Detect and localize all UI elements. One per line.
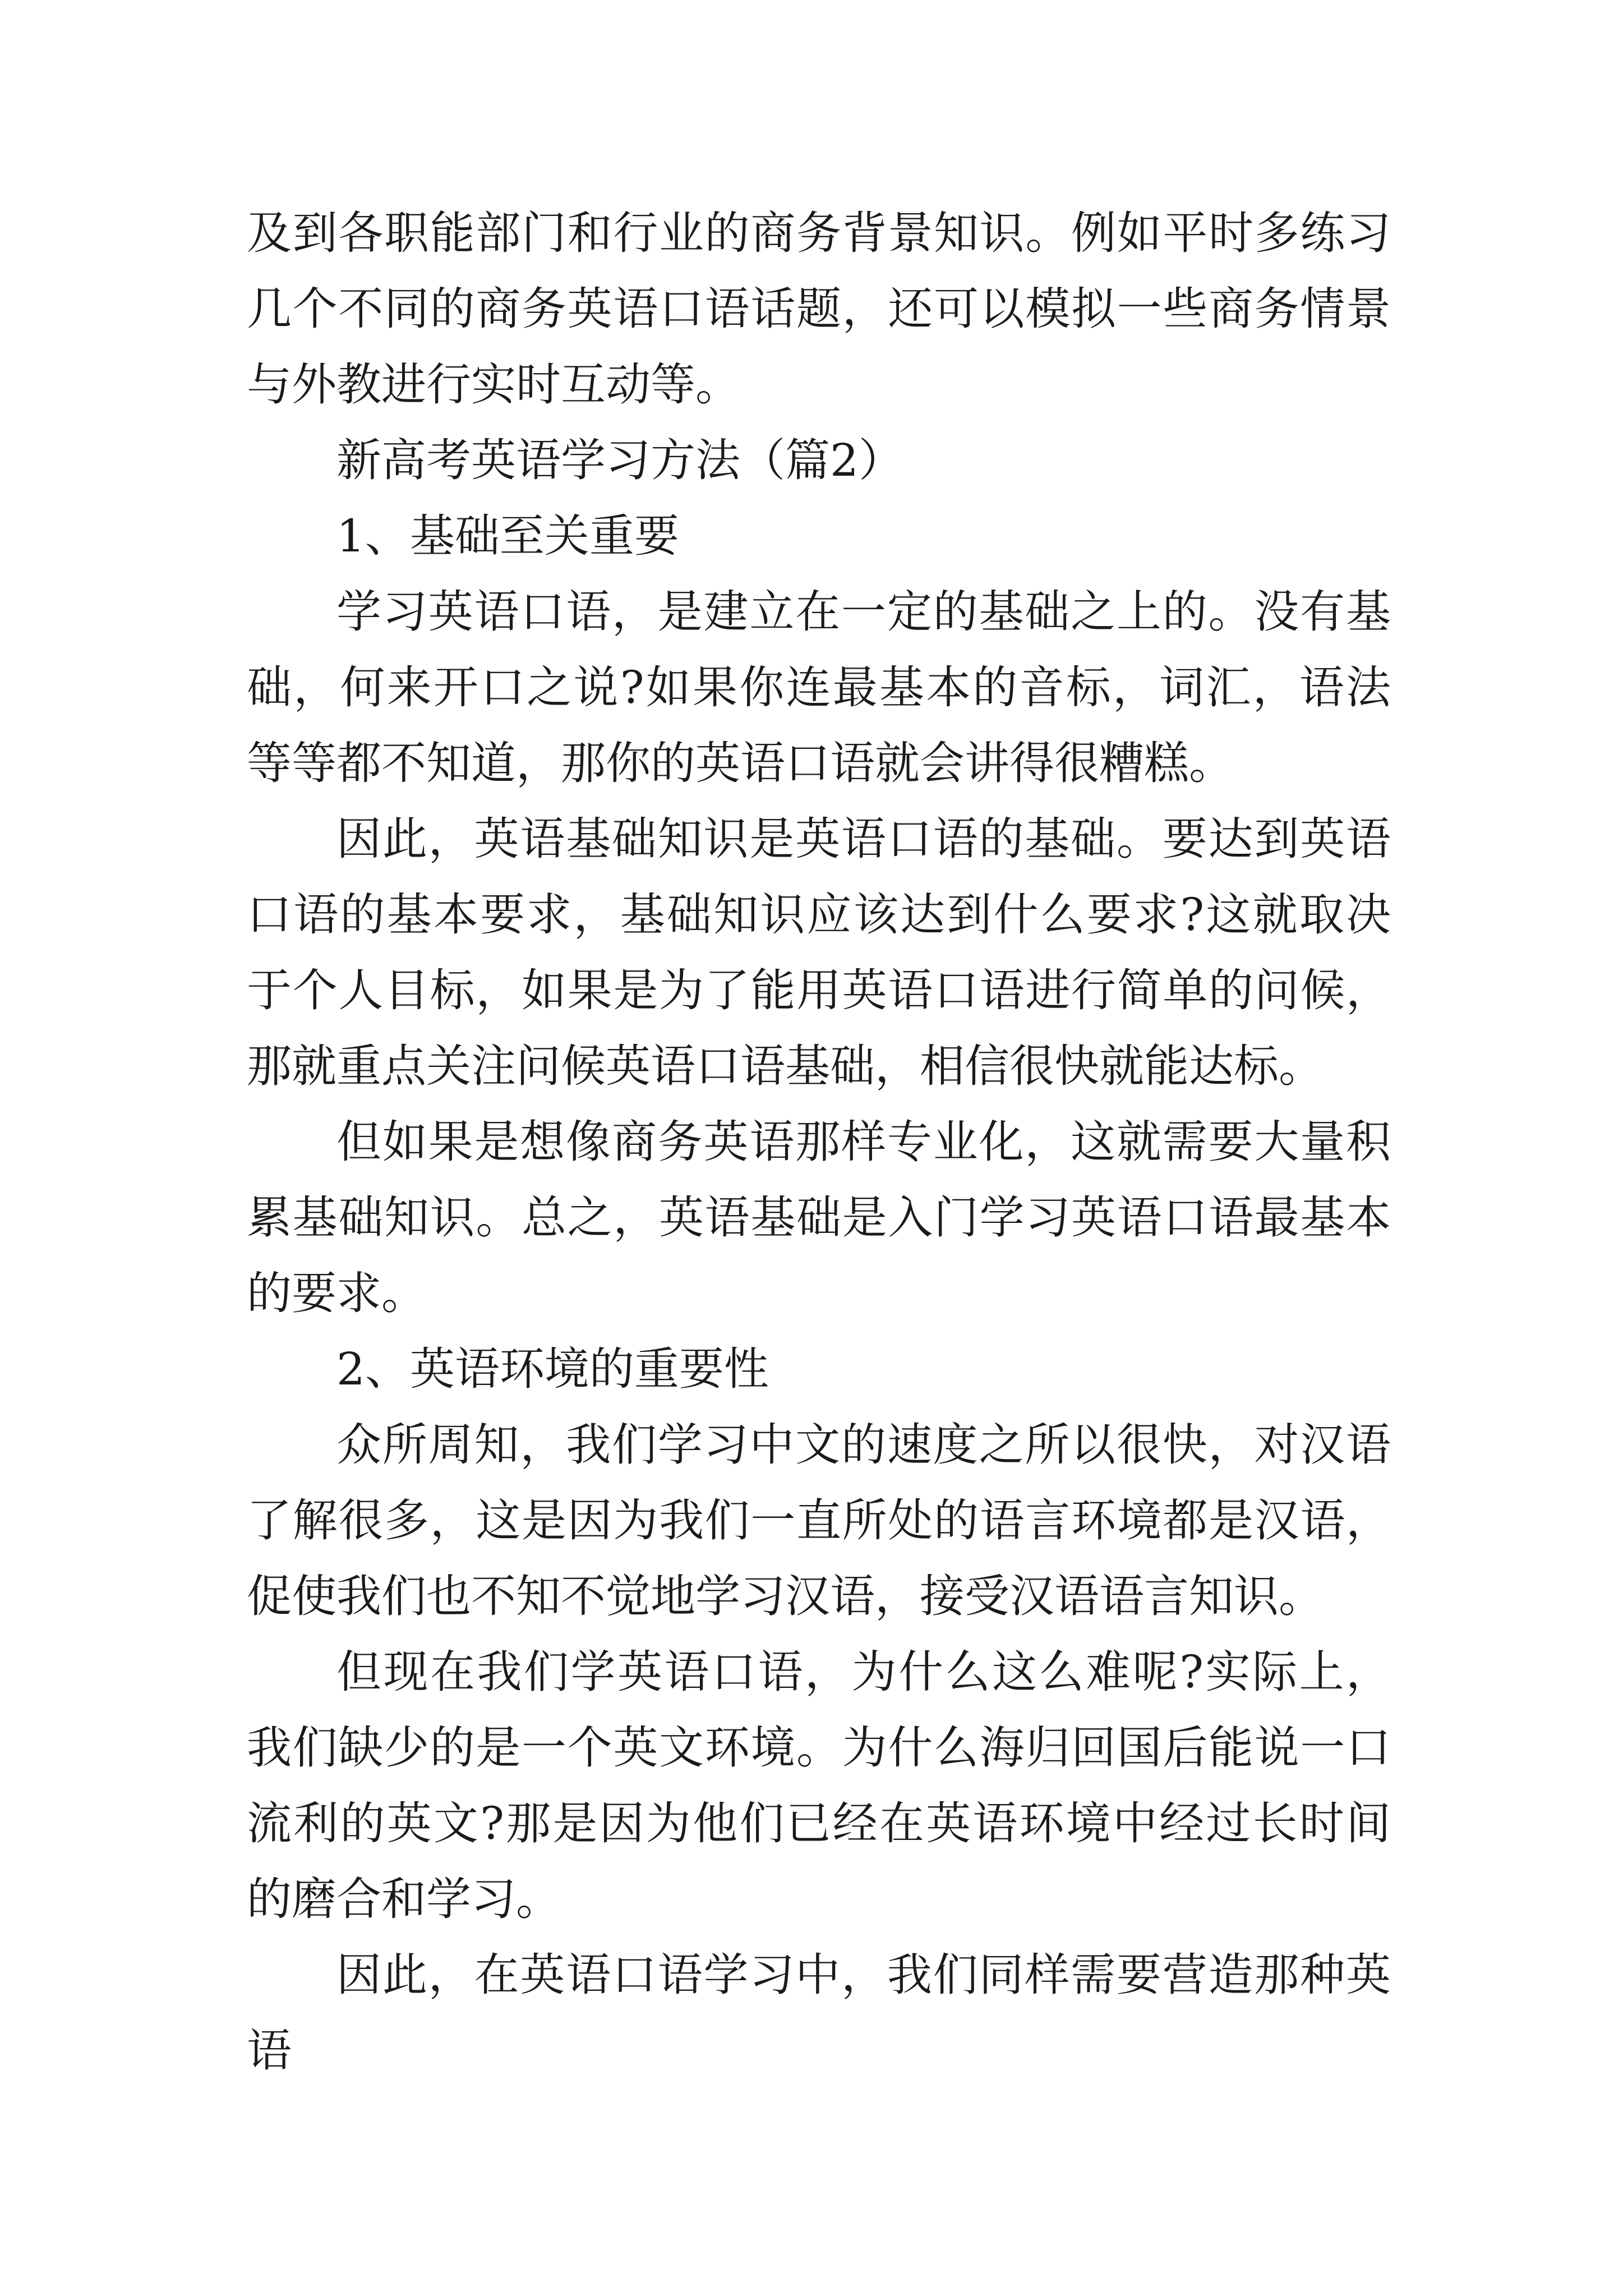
section-title: 新高考英语学习方法（篇2） (336, 434, 903, 486)
paragraph: 学习英语口语，是建立在一定的基础之上的。没有基础，何来开口之说?如果你连最基本的音标，词汇，语法等等都不知道，那你的英语口语就会讲得很糟糕。 (247, 586, 1391, 789)
paragraph: 及到各职能部门和行业的商务背景知识。例如平时多练习几个不同的商务英语口语话题，还可以模拟一些商务情景与外教进行实时互动等。 (247, 207, 1391, 411)
subheading: 1、基础至关重要 (336, 510, 679, 562)
paragraph: 但如果是想像商务英语那样专业化，这就需要大量积累基础知识。总之，英语基础是入门学习英语口语最基本的要求。 (247, 1116, 1391, 1319)
paragraph: 因此，英语基础知识是英语口语的基础。要达到英语口语的基本要求，基础知识应该达到什么要求?这就取决于个人目标，如果是为了能用英语口语进行简单的问候，那就重点关注问候英语口语基础，相信很快就能达标。 (247, 813, 1391, 1092)
paragraph: 但现在我们学英语口语，为什么这么难呢?实际上，我们缺少的是一个英文环境。为什么海归回国后能说一口流利的英文?那是因为他们已经在英语环境中经过长时间的磨合和学习。 (247, 1646, 1391, 1925)
subheading: 2、英语环境的重要性 (336, 1343, 769, 1395)
paragraph: 众所周知，我们学习中文的速度之所以很快，对汉语了解很多，这是因为我们一直所处的语言环境都是汉语，促使我们也不知不觉地学习汉语，接受汉语语言知识。 (247, 1419, 1391, 1622)
document-body (247, 195, 1391, 2088)
paragraph: 因此，在英语口语学习中，我们同样需要营造那种英语 (247, 1949, 1391, 2077)
